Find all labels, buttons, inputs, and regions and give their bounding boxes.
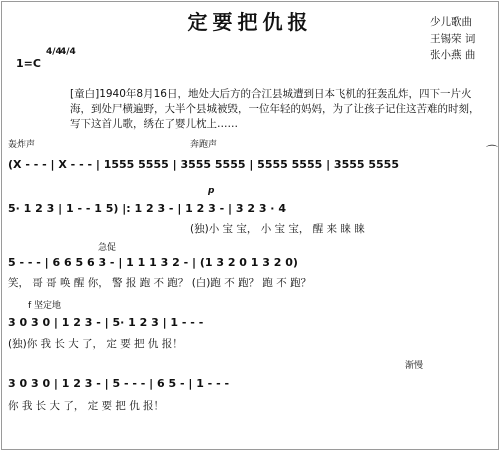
mark-run: 奔跑声 bbox=[190, 140, 218, 150]
score-row-4 bbox=[8, 316, 492, 330]
score-row-5 bbox=[8, 377, 492, 391]
row2-notes: 5· 1 2 3 | 1 - - 1 5) |: 1 2 3 - | 1 2 3 - | 3 2 3 · 4 bbox=[8, 202, 286, 215]
credit-music: 少儿歌曲 bbox=[430, 16, 472, 28]
credit-lyrics: 王锡荣 词 bbox=[430, 33, 476, 45]
page-title: 定要把仇报 bbox=[187, 10, 313, 34]
row5-lyrics: 你 我 长 大 了， 定 要 把 仇 报！ bbox=[8, 400, 165, 412]
row2-lyrics: (独)小 宝 宝， 小 宝 宝， 醒 来 睐 睐 bbox=[190, 223, 365, 235]
mark-bomb: 轰炸声 bbox=[8, 140, 36, 150]
fermata-icon: ⌒ bbox=[486, 144, 499, 158]
row4-notes: 3 0 3 0 | 1 2 3 - | 5· 1 2 3 | 1 - - - bbox=[8, 316, 204, 329]
row5-notes: 3 0 3 0 | 1 2 3 - | 5 - - - | 6 5 - | 1 - - - bbox=[8, 377, 230, 390]
score-row-1 bbox=[8, 158, 492, 172]
row4-lyrics: (独)你 我 长 大 了， 定 要 把 仇 报！ bbox=[8, 338, 183, 350]
mark-forte: f 坚定地 bbox=[28, 301, 62, 311]
score-row-2 bbox=[8, 202, 492, 216]
row3-notes: 5 - - - | 6 6 5 6 3 - | 1 1 1 3 2 - | (1 3 2 0 1 3 2 0) bbox=[8, 256, 298, 269]
credit-composer: 张小燕 曲 bbox=[430, 49, 476, 61]
row1-tokens: (X - - - | X - - - | 1555 5555 | 3555 5555 | 5555 5555 | 3555 5555 bbox=[8, 158, 399, 171]
mark-dynamic-p: p bbox=[208, 186, 215, 196]
time-signature-1: 4/4 bbox=[46, 47, 62, 57]
time-signature-2: 4/4 bbox=[60, 47, 76, 57]
row3-lyrics: 笑， 哥 哥 唤 醒 你， 警 报 跑 不 跑？ (白)跑 不 跑？ 跑 不 跑？ bbox=[8, 277, 312, 289]
intro-text: [童白]1940年8月16日，地处大后方的合江县城遭到日本飞机的狂轰乱炸，四下一片火海，到处尸横遍野，大半个县城被毁，一位年轻的妈妈，为了让孩子记住这苦难的时刻，写下这首儿歌，绣在了婴儿枕上…… bbox=[70, 88, 480, 130]
key-signature: 1=C bbox=[16, 57, 41, 70]
mark-slow: 渐慢 bbox=[405, 361, 424, 371]
score-row-3 bbox=[8, 256, 492, 270]
mark-urgent: 急促 bbox=[98, 243, 117, 253]
